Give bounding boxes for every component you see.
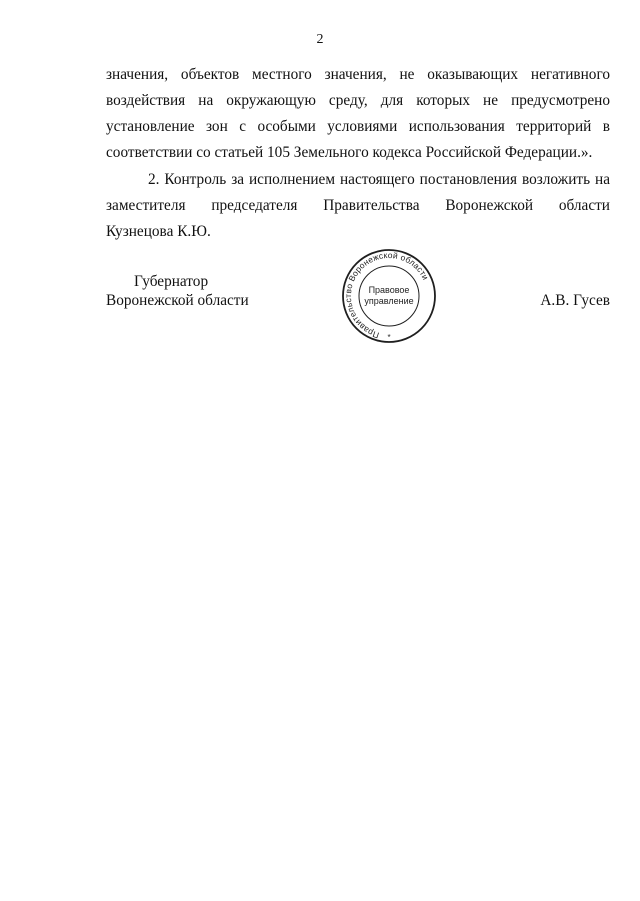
continuation-paragraph — [106, 62, 610, 166]
paragraph-line: соответствии со статьей 105 Земельного кодекса Российской Федерации.». — [106, 144, 593, 161]
paragraph-line: 2. Контроль за исполнением настоящего постановления возложить на — [148, 171, 610, 188]
official-stamp — [341, 248, 437, 344]
stamp-center-line2: управление — [364, 296, 414, 306]
stamp-center-line1: Правовое — [368, 285, 410, 295]
paragraph-line: установление зон с особыми условиями использования территорий в — [106, 118, 610, 135]
signatory-position-line1: Губернатор — [134, 273, 209, 290]
paragraph-line: заместителя председателя Правительства Воронежской области — [106, 197, 610, 214]
stamp-seal-icon — [341, 248, 437, 344]
page-number: 2 — [316, 32, 324, 47]
stamp-bottom-mark: * — [387, 333, 391, 342]
paragraph-line: значения, объектов местного значения, не оказывающих негативного — [106, 66, 610, 83]
paragraph-line: Кузнецова К.Ю. — [106, 223, 211, 240]
signatory-position-line2: Воронежской области — [106, 292, 249, 309]
signatory-name: А.В. Гусев — [540, 292, 610, 309]
paragraph-line: воздействия на окружающую среду, для которых не предусмотрено — [106, 92, 610, 109]
stamp-ring-text: Правительство Воронежской области — [342, 249, 431, 341]
clause-2-paragraph — [106, 167, 610, 245]
